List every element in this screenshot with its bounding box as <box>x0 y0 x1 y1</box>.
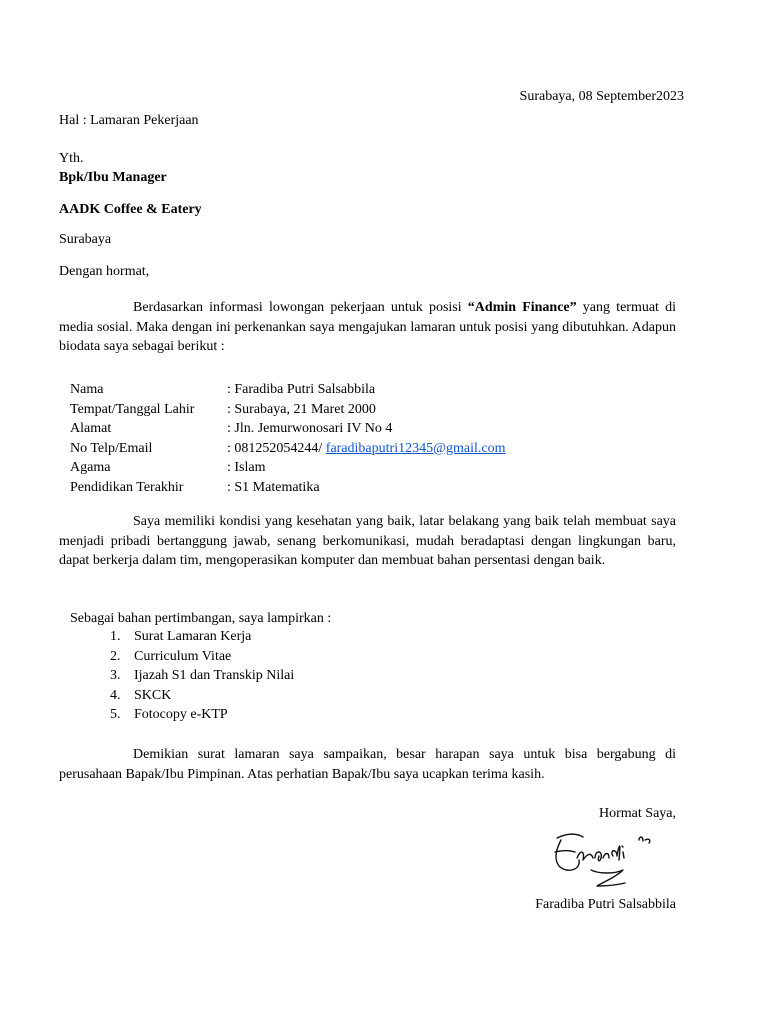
attachments-intro: Sebagai bahan pertimbangan, saya lampirkan : <box>70 611 332 626</box>
list-text: Ijazah S1 dan Transkip Nilai <box>134 668 295 684</box>
list-text: Curriculum Vitae <box>134 648 232 664</box>
list-text: SKCK <box>134 687 172 703</box>
list-number: 3. <box>110 668 121 684</box>
biodata-label: Tempat/Tanggal Lahir <box>70 401 195 417</box>
list-number: 1. <box>110 629 121 644</box>
biodata-value: : Faradiba Putri Salsabbila <box>227 382 376 397</box>
intro-text-after: yang termuat di media sosial. Maka dengan ini perkenankan saya mengajukan lamaran untuk posisi yang dibutuhkan. Adapun biodata saya sebagai berikut : <box>59 300 676 354</box>
signature-image <box>543 830 673 890</box>
list-number: 2. <box>110 648 121 664</box>
email-link[interactable]: faradibaputri12345@gmail.com <box>325 440 506 456</box>
signer-name: Faradiba Putri Salsabbila <box>535 897 676 912</box>
salutation-to: Yth. <box>59 151 84 166</box>
place-date: Surabaya, 08 September2023 <box>519 89 684 104</box>
biodata-value: : Islam <box>227 460 266 476</box>
intro-text-before: Berdasarkan informasi lowongan pekerjaan untuk posisi <box>133 300 468 315</box>
intro-paragraph <box>59 298 676 357</box>
biodata-label: No Telp/Email <box>70 440 153 456</box>
biodata-value: : S1 Matematika <box>227 479 320 495</box>
biodata-label: Agama <box>70 460 111 476</box>
phone-number: : 081252054244/ <box>227 440 326 456</box>
list-number: 5. <box>110 707 121 723</box>
recipient-company: AADK Coffee & Eatery <box>59 202 202 217</box>
biodata-label: Pendidikan Terakhir <box>70 479 184 495</box>
recipient-city: Surabaya <box>59 232 112 247</box>
closing-paragraph: Demikian surat lamaran saya sampaikan, besar harapan saya untuk bisa bergabung di perusahaan Bapak/Ibu Pimpinan. Atas perhatian Bapak/Ibu saya ucapkan terima kasih. <box>59 747 676 782</box>
subject-line: Hal : Lamaran Pekerjaan <box>59 113 199 128</box>
biodata-value <box>227 439 505 459</box>
recipient-title: Bpk/Ibu Manager <box>59 170 167 185</box>
list-text: Surat Lamaran Kerja <box>134 629 252 644</box>
biodata-label: Alamat <box>70 421 112 437</box>
list-text: Fotocopy e-KTP <box>134 707 228 723</box>
biodata-label: Nama <box>70 382 104 397</box>
intro-position: “Admin Finance” <box>467 300 577 315</box>
greeting: Dengan hormat, <box>59 264 150 279</box>
closing: Hormat Saya, <box>599 806 676 821</box>
list-number: 4. <box>110 687 121 703</box>
body-paragraph: Saya memiliki kondisi yang kesehatan yang baik, latar belakang yang baik telah membuat saya menjadi pribadi bertanggung jawab, senang berkomunikasi, mudah beradaptasi dengan lingkungan baru, dapat berkerja dalam tim, mengoperasikan komputer dan membuat bahan persentasi dengan baik. <box>59 514 676 568</box>
biodata-value: : Surabaya, 21 Maret 2000 <box>227 401 376 417</box>
biodata-value: : Jln. Jemurwonosari IV No 4 <box>227 421 393 437</box>
